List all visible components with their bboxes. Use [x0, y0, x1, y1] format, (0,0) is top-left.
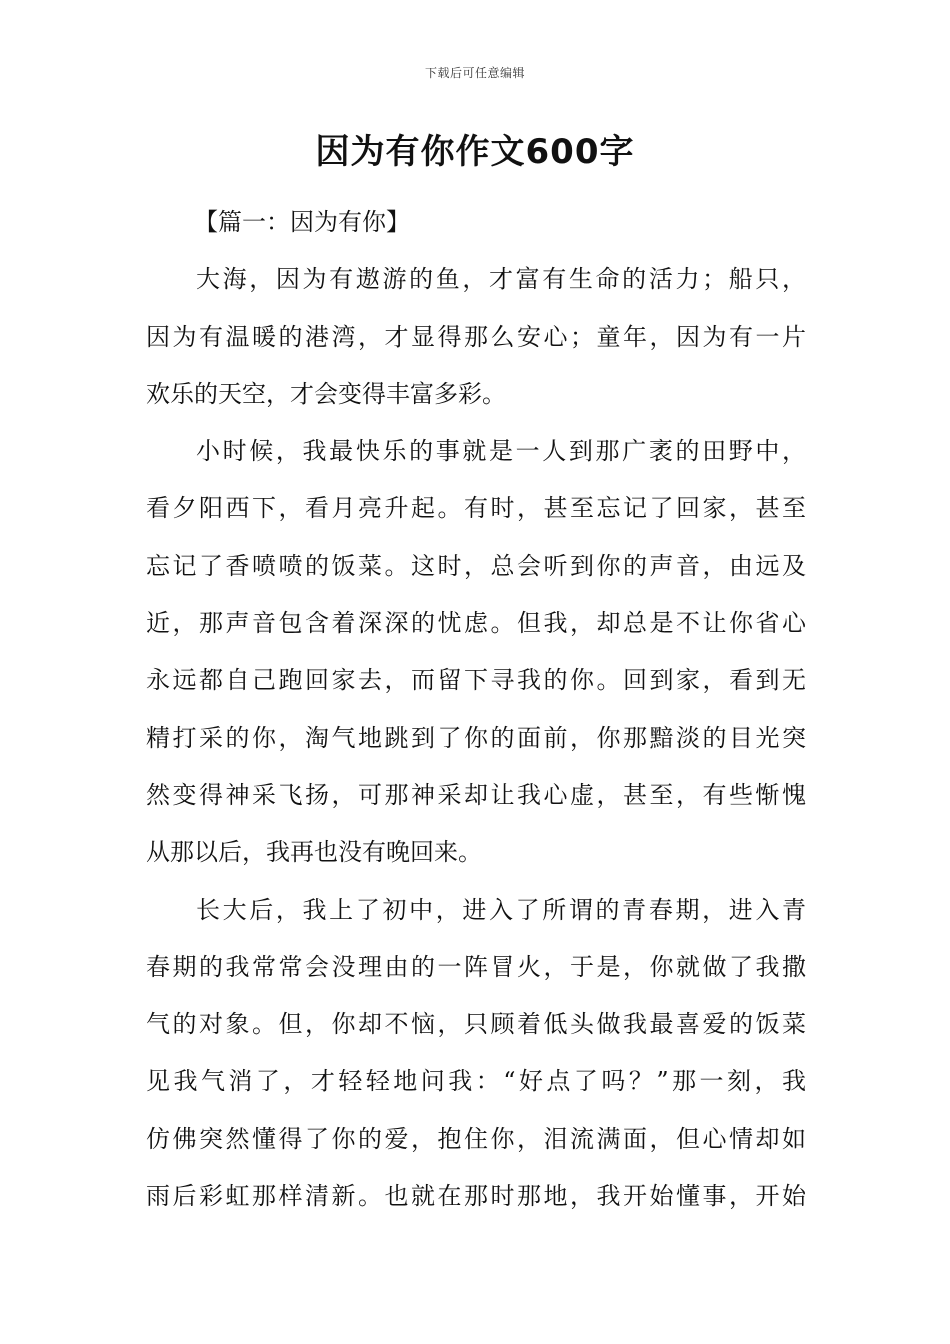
text-line: 气的对象。但，你却不恼，只顾着低头做我最喜爱的饭菜	[146, 1010, 806, 1039]
text-line: 春期的我常常会没理由的一阵冒火，于是，你就做了我撒	[146, 952, 806, 981]
paragraph-2	[146, 423, 806, 881]
text-line: 因为有温暖的港湾，才显得那么安心；童年，因为有一片	[146, 322, 806, 351]
text-line: 从那以后，我再也没有晚回来。	[146, 838, 482, 867]
text-line: 永远都自己跑回家去，而留下寻我的你。回到家，看到无	[146, 666, 806, 695]
text-line: 大海，因为有遨游的鱼，才富有生命的活力；船只，	[196, 265, 806, 294]
section-heading: 【篇一：因为有你】	[194, 208, 410, 236]
document-body	[146, 194, 806, 1225]
document-title: 因为有你作文600字	[315, 132, 635, 172]
text-line: 小时候，我最快乐的事就是一人到那广袤的田野中，	[196, 437, 806, 466]
paragraph-1	[146, 251, 806, 423]
text-line: 然变得神采飞扬，可那神采却让我心虚，甚至，有些惭愧	[146, 780, 806, 809]
text-line: 看夕阳西下，看月亮升起。有时，甚至忘记了回家，甚至	[146, 494, 806, 523]
paragraph-3	[146, 882, 806, 1226]
text-line: 欢乐的天空，才会变得丰富多彩。	[146, 379, 506, 408]
text-line: 见我气消了，才轻轻地问我：“好点了吗？”那一刻，我	[146, 1067, 806, 1096]
text-line: 精打采的你，淘气地跳到了你的面前，你那黯淡的目光突	[146, 723, 806, 752]
text-line: 雨后彩虹那样清新。也就在那时那地，我开始懂事，开始	[146, 1182, 806, 1211]
text-line: 近，那声音包含着深深的忧虑。但我，却总是不让你省心	[146, 609, 806, 638]
text-line: 仿佛突然懂得了你的爱，抱住你，泪流满面，但心情却如	[146, 1124, 806, 1153]
text-line: 长大后，我上了初中，进入了所谓的青春期，进入青	[196, 895, 806, 924]
header-note: 下载后可任意编辑	[424, 66, 525, 80]
text-line: 忘记了香喷喷的饭菜。这时，总会听到你的声音，由远及	[146, 551, 806, 580]
